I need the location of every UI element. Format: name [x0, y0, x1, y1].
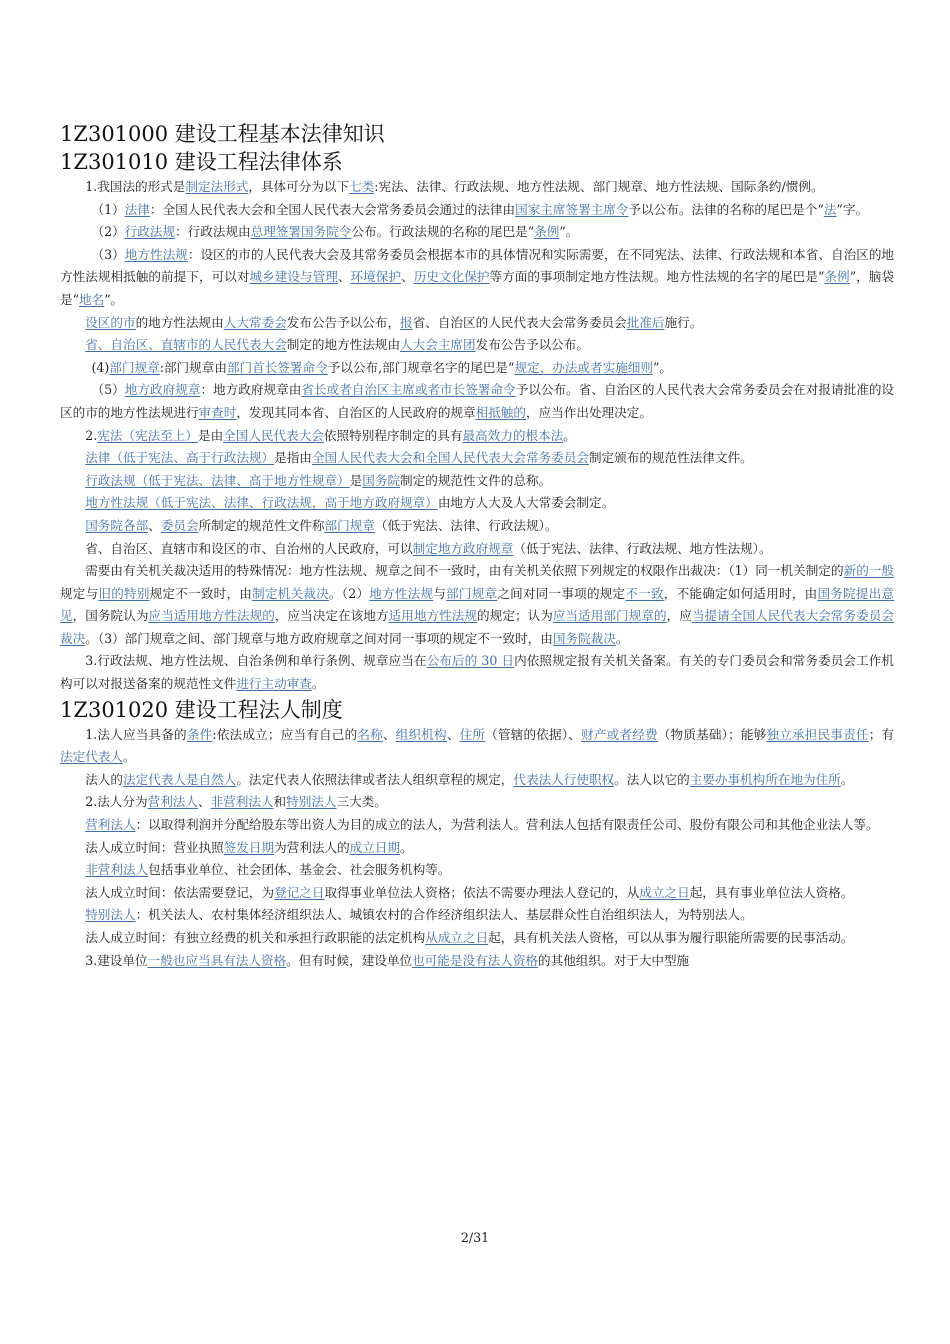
text-run: 、	[197, 794, 211, 810]
key-term: 城乡建设与管理	[249, 269, 338, 285]
key-term: （低于宪法、法律、行政法规，高于地方政府规章）	[148, 495, 438, 511]
text-run: 三大类。	[336, 794, 387, 810]
paragraph	[60, 379, 894, 424]
paragraph	[60, 425, 894, 448]
key-term: 人大常委会	[223, 314, 287, 330]
text-run: 。	[840, 771, 854, 787]
text-run: 、	[337, 269, 351, 285]
text-run: 2.	[85, 427, 98, 443]
key-term: 国务院	[362, 472, 401, 488]
paragraph	[60, 837, 894, 860]
paragraph	[60, 176, 894, 199]
text-run: 省、自治区的人民代表大会常务委员会	[412, 314, 627, 330]
text-run: 予以公布。法律的名称的尾巴是个“	[628, 201, 824, 217]
key-term: 非营利法人	[85, 862, 149, 878]
section-heading: 1Z301000 建设工程基本法律知识	[60, 122, 385, 146]
text-run: ，不能确定如何适用时，由	[663, 585, 818, 601]
text-run: ”。	[652, 359, 673, 375]
text-run: 、	[446, 726, 460, 742]
text-run: 的规定；认为	[477, 608, 553, 624]
key-term: 新的一般	[843, 563, 895, 579]
text-run: （管辖的依据）、	[485, 726, 582, 742]
text-run: ，应当作出处理决定。	[525, 404, 652, 420]
key-term: 七类	[349, 179, 375, 194]
text-run: 起，具有机关法人资格，可以从事为履行职能所需要的民事活动。	[488, 930, 854, 945]
text-run: （3）	[91, 246, 125, 262]
paragraph	[60, 334, 894, 357]
key-term: 总理签署国务院令	[250, 224, 352, 240]
text-run: 施行。	[664, 314, 703, 330]
key-term: 公布后的 30 日	[426, 653, 515, 669]
text-run: （物质基础）；能够	[657, 726, 767, 742]
text-run: 。但有时候，建设单位	[286, 952, 413, 968]
text-run: 。法定代表人依照法律或者法人组织章程的规定，	[236, 771, 514, 787]
text-run: 法人的	[85, 771, 123, 787]
key-term: 行政法规	[85, 472, 136, 488]
text-run: 制定的规范性文件的总称。	[400, 472, 552, 488]
key-term: 应当适用地方性法规的	[148, 608, 275, 624]
text-run: ，发现其同本省、自治区的人民政府的规章	[236, 404, 476, 420]
key-term: 国务院提出意见	[60, 585, 895, 624]
key-term: 相抵触的	[475, 404, 526, 420]
text-run: 和	[273, 794, 287, 810]
key-term: 最高效力的根本法	[462, 427, 564, 443]
key-term: 进行主动审查	[236, 676, 312, 692]
paragraph	[60, 312, 894, 335]
text-run: 是指由	[274, 450, 312, 466]
text-run: 包括事业单位、社会团体、基金会、社会服务机构等。	[148, 862, 451, 878]
text-run: ：设区的市的人民代表大会及其常务委员会根据本市的具体情况和实际需要，在不同宪法、法律、行政法规和本省、自治区的地方性法规相抵触的前提下，可以对	[60, 246, 895, 285]
key-term: 行政法规	[124, 224, 176, 240]
key-term: 主要办事机构所在地为住所	[689, 771, 841, 787]
text-run: 制定的地方性法规由	[286, 337, 401, 353]
key-term: 一般也应当具有法人资格	[147, 952, 287, 968]
text-run: 。	[563, 427, 576, 443]
text-run: 法人成立时间：依法需要登记，为	[85, 884, 275, 900]
text-run: 、	[382, 726, 396, 742]
key-term: 名称	[357, 726, 383, 742]
key-term: 也可能是没有法人资格	[412, 952, 538, 968]
page-number: 2/31	[460, 1230, 490, 1245]
text-run: 法人成立时间：营业执照	[85, 839, 224, 855]
key-term: （宪法至上）	[122, 427, 198, 443]
key-term: 特别法人	[286, 794, 337, 810]
key-term: （低于宪法、高于行政法规）	[110, 450, 275, 466]
paragraph	[60, 221, 894, 244]
text-run: ”。	[104, 291, 124, 307]
text-run: 所制定的规范性文件称	[198, 517, 325, 533]
text-run: 的地方性法规由	[135, 314, 224, 330]
key-term: 批准后	[626, 314, 665, 330]
paragraph	[60, 791, 894, 814]
key-term: 全国人民代表大会	[223, 427, 324, 443]
key-term: 非营利法人	[210, 794, 274, 810]
key-term: 旧的特别	[98, 585, 150, 601]
text-run: （5）	[91, 382, 125, 398]
text-run: 法人成立时间：有独立经费的机关和承担行政职能的法定机构	[85, 930, 426, 945]
key-term: 法定代表人	[60, 749, 123, 765]
key-term: 制定机关裁决	[252, 585, 329, 601]
key-term: 不一致	[625, 585, 664, 601]
text-run: 的其他组织。对于大中型施	[538, 952, 690, 968]
key-term: 地方性法规	[369, 585, 434, 601]
text-run: 是由	[197, 427, 224, 443]
text-run: 1.我国法的形式是	[85, 179, 186, 194]
paragraph	[60, 470, 894, 493]
text-run: 2.法人分为	[85, 794, 148, 810]
text-run: 依照特别程序制定的具有	[323, 427, 463, 443]
key-term: 营利法人	[147, 794, 198, 810]
key-term: 全国人民代表大会和全国人民代表大会常务委员会	[311, 450, 589, 466]
key-term: 条例	[534, 224, 560, 240]
key-term: 成立之日	[639, 884, 690, 900]
text-run: :部门规章由	[159, 359, 227, 375]
text-run: ：地方政府规章由	[200, 382, 302, 398]
key-term: 条件	[186, 726, 213, 742]
text-run: （低于宪法、法律、行政法规、地方性法规）。	[513, 540, 772, 556]
key-term: 住所	[459, 726, 486, 742]
text-run: 由地方人大及人大常委会制定。	[437, 495, 615, 511]
key-term: （低于宪法、法律、高于地方性规章）	[135, 472, 350, 488]
key-term: 登记之日	[274, 884, 325, 900]
key-term: 国务院各部	[85, 517, 149, 533]
key-term: 法律	[85, 450, 111, 466]
text-run: :宪法、法律、行政法规、地方性法规、部门规章、地方性法规、国际条约/惯例。	[374, 179, 824, 194]
key-term: 制定地方政府规章	[412, 540, 514, 556]
text-run: ：全国人民代表大会和全国人民代表大会常务委员会通过的法律由	[149, 201, 516, 217]
text-run: ，应	[666, 608, 692, 624]
section-heading: 1Z301020 建设工程法人制度	[60, 697, 343, 722]
text-run: 取得事业单位法人资格；依法不需要办理法人登记的，从	[324, 884, 640, 900]
key-term: 报	[400, 314, 413, 330]
key-term: 当提请全国人民代表大会常务委员会裁决	[60, 608, 895, 646]
text-run: 、	[148, 517, 161, 533]
text-run: ；有	[868, 726, 895, 742]
text-run: 。	[615, 630, 629, 646]
key-term: 法律	[124, 201, 150, 217]
text-run: 。法人以它的	[614, 771, 690, 787]
text-run: 。（2）	[328, 585, 370, 601]
text-run: 需要由有关机关裁决适用的特殊情况：地方性法规、规章之间不一致时，由有关机关依照下列规定的权限作出裁决：（1）同一机关制定的	[85, 563, 844, 579]
text-run: ”字。	[836, 201, 869, 217]
key-term: 制定法形式	[185, 179, 249, 194]
text-run: 公布。行政法规的名称的尾巴是“	[351, 224, 535, 240]
paragraph	[60, 515, 894, 538]
text-run: 。	[311, 676, 325, 692]
key-term: 国家主席签署主席令	[515, 201, 629, 217]
key-term: 规定、办法或者实施细则	[514, 359, 653, 375]
paragraph	[60, 882, 894, 905]
paragraph	[60, 560, 894, 650]
text-run: 等方面的事项制定地方性法规。地方性法规的名字的尾巴是“	[489, 269, 825, 285]
key-term: 委员会	[160, 517, 199, 533]
key-term: 宪法	[97, 427, 123, 443]
paragraph	[60, 769, 894, 792]
key-term: 地方性法规	[124, 246, 188, 262]
text-run: 之间对同一事项的规定	[497, 585, 626, 601]
text-run: 。	[122, 749, 136, 765]
text-run: 发布公告予以公布。	[475, 337, 589, 353]
paragraph	[60, 859, 894, 882]
key-term: 条例	[824, 269, 850, 285]
text-run: 1.法人应当具备的	[85, 726, 187, 742]
text-run: 予以公布。省、自治区的人民代表大会常务委员会在对报请批准的设区的市的地方性法规进行	[60, 382, 895, 420]
paragraph	[60, 950, 894, 973]
section-heading: 1Z301010 建设工程法律体系	[60, 150, 343, 174]
key-term: 审查时	[198, 404, 237, 420]
text-run: 省、自治区、直辖市和设区的市、自治州的人民政府，可以	[85, 540, 413, 556]
key-term: 法定代表人是自然人	[122, 771, 237, 787]
text-run: 为营利法人的	[274, 839, 350, 855]
text-run: （2）	[91, 224, 125, 240]
paragraph	[60, 724, 894, 769]
paragraph	[60, 814, 894, 837]
key-term: 历史文化保护	[413, 269, 490, 285]
key-term: 地方政府规章	[124, 382, 201, 398]
text-run: 与	[433, 585, 447, 601]
key-term: 法	[823, 201, 837, 217]
text-run: ，具体可分为以下	[248, 179, 350, 194]
text-run: 发布公告予以公布，	[286, 314, 401, 330]
key-term: 地名	[79, 291, 105, 307]
text-run: （低于宪法、法律、行政法规）。	[374, 517, 558, 533]
paragraph	[60, 447, 894, 470]
key-term: 省长或者自治区主席或者市长签署命令	[301, 382, 516, 398]
text-run: 规定与	[60, 585, 99, 601]
key-term: 成立日期	[349, 839, 401, 855]
text-run: 3.行政法规、地方性法规、自治条例和单行条例、规章应当在	[85, 653, 427, 669]
text-run: 制定颁布的规范性法律文件。	[588, 450, 753, 466]
key-term: 营利法人	[85, 817, 136, 833]
key-term: 应当适用部门规章的	[552, 608, 667, 624]
paragraph	[60, 492, 894, 515]
text-run: ：机关法人、农村集体经济组织法人、城镇农村的合作经济组织法人、基层群众性自治组织法人，为特别法人。	[135, 907, 753, 923]
text-run: ，国务院认为	[72, 608, 149, 624]
key-term: 独立承担民事责任	[766, 726, 869, 742]
key-term: 地方性法规	[85, 495, 149, 511]
text-run: 3.建设单位	[85, 952, 148, 968]
paragraph	[60, 650, 894, 695]
key-term: 适用地方性法规	[388, 608, 478, 624]
text-run: :依法成立；应当有自己的	[212, 726, 358, 742]
key-term: 从成立之日	[425, 930, 489, 945]
text-run: 。	[400, 839, 413, 855]
key-term: 代表法人行使职权	[513, 771, 615, 787]
text-run: ：行政法规由	[175, 224, 251, 240]
text-run: ”，脑袋是“	[60, 269, 895, 307]
paragraph	[60, 357, 894, 380]
section-body	[60, 176, 894, 696]
key-term: 组织机构	[395, 726, 447, 742]
paragraph	[60, 927, 894, 950]
key-term: 省、自治区、直辖市的人民代表大会	[85, 337, 287, 353]
text-run: （1）	[91, 201, 125, 217]
key-term: 部门规章	[109, 359, 160, 375]
key-term: 部门规章	[324, 517, 375, 533]
key-term: 人大会主席团	[400, 337, 476, 353]
paragraph	[60, 904, 894, 927]
key-term: 特别法人	[85, 907, 136, 923]
key-term: 部门首长签署命令	[226, 359, 328, 375]
paragraph	[60, 538, 894, 561]
text-run: ”。	[559, 224, 579, 240]
text-run: 、	[401, 269, 414, 285]
text-run: 予以公布,部门规章名字的尾巴是“	[327, 359, 515, 375]
text-run: 是	[349, 472, 363, 488]
section-body	[60, 724, 894, 973]
text-run: 内依照规定报有关机关备案。有关的专门委员会和常务委员会工作机构可以对报送备案的规范性文件	[60, 653, 894, 692]
paragraph	[60, 199, 894, 222]
paragraph	[60, 244, 894, 312]
text-run: ，应当决定在该地方	[274, 608, 389, 624]
text-run: 起，具有事业单位法人资格。	[689, 884, 854, 900]
key-term: 财产或者经费	[581, 726, 658, 742]
text-run: 规定不一致时，由	[149, 585, 253, 601]
key-term: 环境保护	[350, 269, 402, 285]
key-term: 设区的市	[85, 314, 136, 330]
document-page	[60, 120, 894, 972]
key-term: 国务院裁决	[552, 630, 616, 646]
text-run: (4)	[91, 359, 110, 375]
key-term: 签发日期	[223, 839, 275, 855]
text-run: ：以取得利润并分配给股东等出资人为目的成立的法人，为营利法人。营利法人包括有限责任公司、股份有限公司和其他企业法人等。	[135, 817, 879, 833]
key-term: 部门规章	[446, 585, 498, 601]
text-run: 。（3）部门规章之间、部门规章与地方政府规章之间对同一事项的规定不一致时，由	[85, 630, 553, 646]
